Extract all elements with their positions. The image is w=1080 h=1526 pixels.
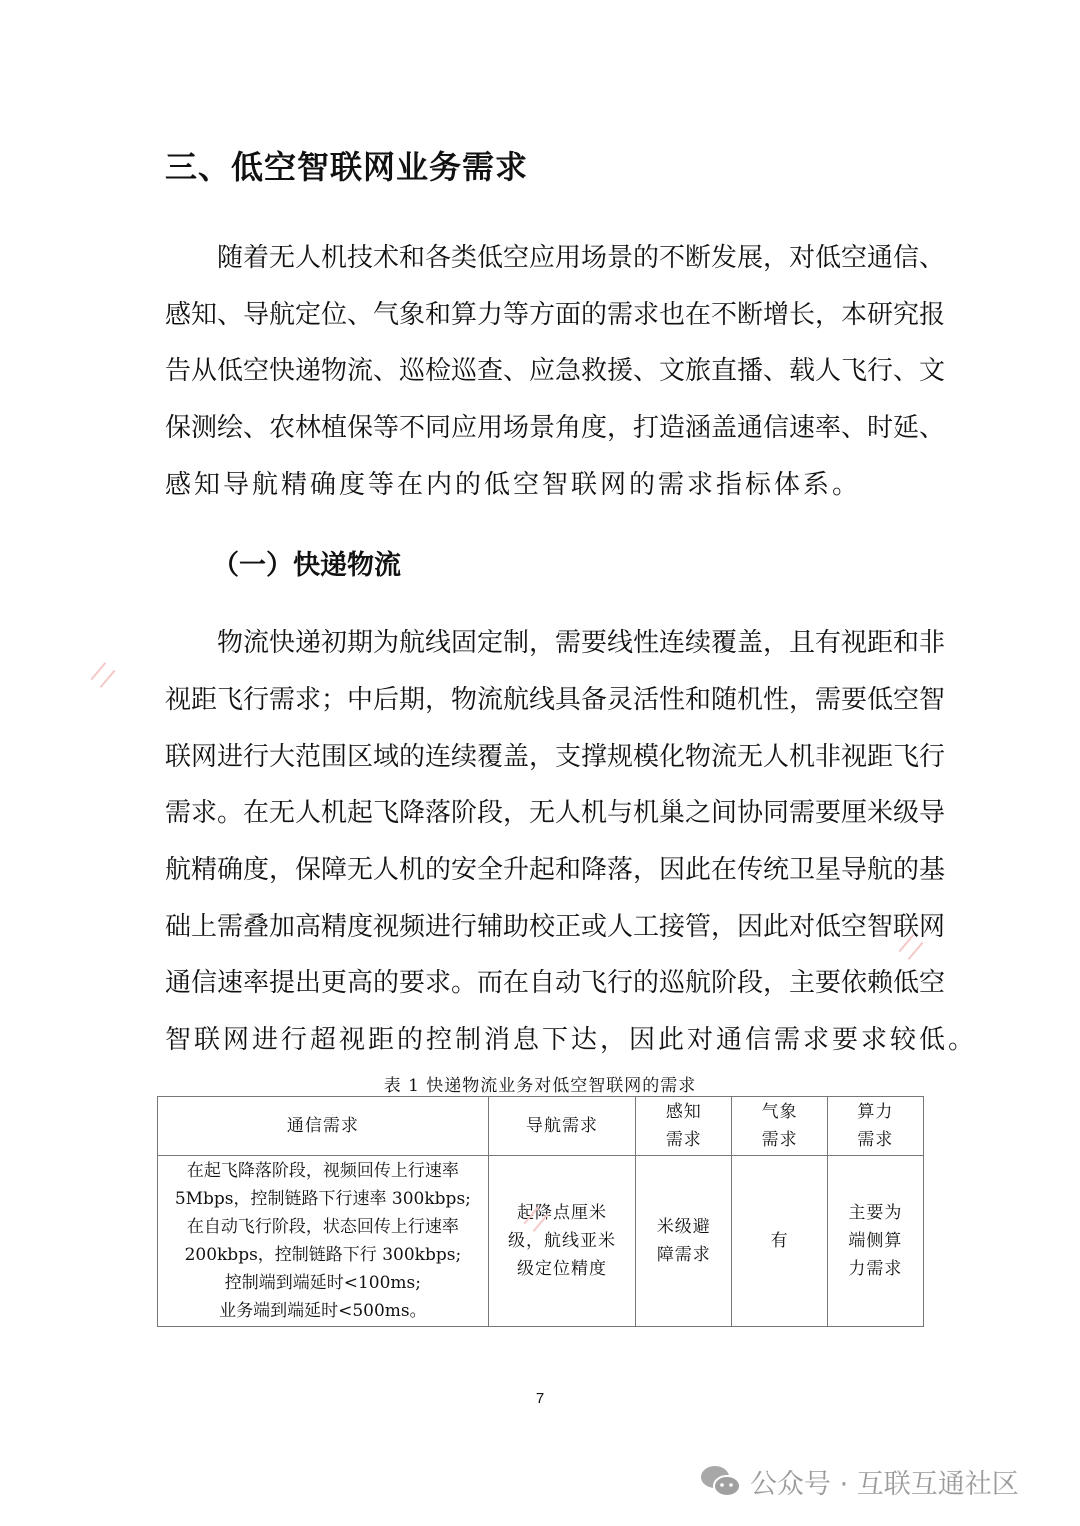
cell-text: 主要为 <box>848 1203 903 1223</box>
text-line: 航精确度，保障无人机的安全升起和降落，因此在传统卫星导航的基 <box>165 855 946 885</box>
cell-text: 障需求 <box>656 1245 711 1265</box>
subsection-heading: （一）快递物流 <box>212 550 401 581</box>
text-line: 智联网进行超视距的控制消息下达，因此对通信需求要求较低。 <box>165 1025 978 1055</box>
text-line: 视距飞行需求；中后期，物流航线具备灵活性和随机性，需要低空智 <box>165 685 946 715</box>
cell-text: 5Mbps，控制链路下行速率 300kbps; <box>174 1189 471 1209</box>
cell-text: 通信需求 <box>286 1116 359 1136</box>
cell-text: 200kbps，控制链路下行 300kbps; <box>184 1245 462 1265</box>
cell-text: 需求 <box>857 1130 894 1150</box>
table-header-cell <box>488 1097 635 1156</box>
watermark-text: 公众号 · 互联互通社区 <box>750 1469 1019 1500</box>
table-cell <box>732 1156 827 1327</box>
table-cell <box>636 1156 732 1327</box>
cell-text: 业务端到端延时<500ms。 <box>219 1301 427 1321</box>
wechat-icon <box>700 1464 742 1500</box>
cell-text: 端侧算 <box>848 1231 903 1251</box>
cell-text: 级，航线亚米 <box>507 1231 616 1251</box>
table-cell <box>827 1156 923 1327</box>
text-line: 础上需叠加高精度视频进行辅助校正或人工接管，因此对低空智联网 <box>165 912 946 942</box>
table-header-cell <box>827 1097 923 1156</box>
cell-text: 力需求 <box>848 1259 903 1279</box>
cell-text: 气象 <box>761 1102 798 1122</box>
cell-text: 需求 <box>761 1130 798 1150</box>
cell-text: 在自动飞行阶段，状态回传上行速率 <box>186 1217 459 1237</box>
watermark-mark <box>91 662 116 688</box>
section-heading: 三、低空智联网业务需求 <box>165 148 529 186</box>
text-line: 需求。在无人机起飞降落阶段，无人机与机巢之间协同需要厘米级导 <box>165 798 946 828</box>
text-line: 通信速率提出更高的要求。而在自动飞行的巡航阶段，主要依赖低空 <box>165 968 946 998</box>
table-caption: 表 1 快递物流业务对低空智联网的需求 <box>383 1076 697 1096</box>
text-line: 保测绘、农林植保等不同应用场景角度，打造涵盖通信速率、时延、 <box>165 413 946 443</box>
page-number: 7 <box>535 1390 545 1407</box>
table-header-cell <box>158 1097 489 1156</box>
text-line: 感知、导航定位、气象和算力等方面的需求也在不断增长，本研究报 <box>165 300 946 330</box>
table-header-cell <box>636 1097 732 1156</box>
cell-text: 有 <box>770 1231 789 1251</box>
text-line: 随着无人机技术和各类低空应用场景的不断发展，对低空通信、 <box>217 243 946 273</box>
cell-text: 米级避 <box>656 1217 711 1237</box>
text-line: 物流快递初期为航线固定制，需要线性连续覆盖，且有视距和非 <box>217 628 946 658</box>
text-line: 告从低空快递物流、巡检巡查、应急救援、文旅直播、载人飞行、文 <box>165 356 946 386</box>
cell-text: 感知 <box>665 1102 702 1122</box>
cell-text: 起降点厘米 <box>516 1203 607 1223</box>
text-line: 感知导航精确度等在内的低空智联网的需求指标体系。 <box>165 470 862 500</box>
watermark <box>700 1462 1019 1501</box>
cell-text: 导航需求 <box>525 1116 598 1136</box>
cell-text: 需求 <box>665 1130 702 1150</box>
table-cell <box>158 1156 489 1327</box>
table-header-cell <box>732 1097 827 1156</box>
cell-text: 在起飞降落阶段，视频回传上行速率 <box>186 1161 459 1181</box>
cell-text: 算力 <box>857 1102 894 1122</box>
text-line: 联网进行大范围区域的连续覆盖，支撑规模化物流无人机非视距飞行 <box>165 742 946 772</box>
cell-text: 控制端到端延时<100ms; <box>224 1273 421 1293</box>
table-cell <box>488 1156 635 1327</box>
cell-text: 级定位精度 <box>516 1259 607 1279</box>
